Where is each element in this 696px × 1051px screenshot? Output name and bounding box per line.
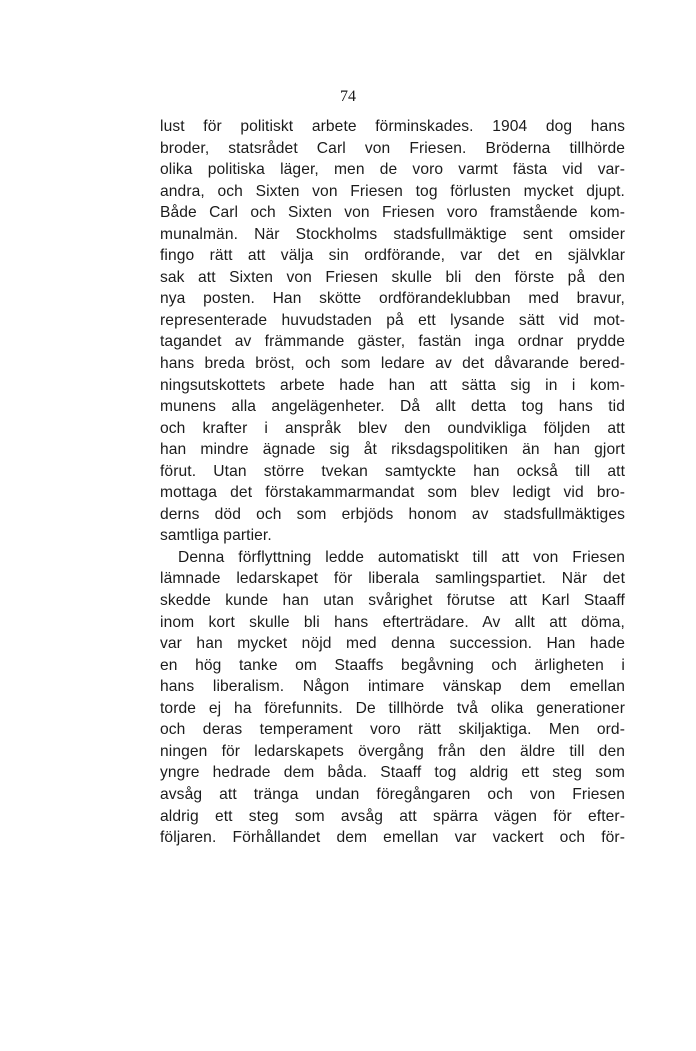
text-line: hans liberalism. Någon intimare vänskap dem emellan (160, 678, 625, 696)
text-line: lämnade ledarskapet för liberala samlingspartiet. När det (160, 570, 625, 588)
text-line: andra, och Sixten von Friesen tog förlusten mycket djupt. (160, 182, 625, 200)
text-line: broder, statsrådet Carl von Friesen. Bröderna tillhörde (160, 139, 625, 157)
text-line: nya posten. Han skötte ordförandeklubban med bravur, (160, 290, 625, 308)
text-line: hans breda bröst, och som ledare av det dåvarande bered- (160, 355, 625, 373)
text-line: han mindre ägnade sig åt riksdagspolitiken än han gjort (160, 441, 625, 459)
text-line: och krafter i anspråk blev den oundvikliga följden att (160, 419, 625, 437)
text-line: Både Carl och Sixten von Friesen voro framstående kom- (160, 204, 625, 222)
text-line: tagandet av främmande gäster, fastän inga ordnar prydde (160, 333, 625, 351)
text-line: Denna förflyttning ledde automatiskt till att von Friesen (178, 548, 625, 566)
text-line: torde ej ha förefunnits. De tillhörde två olika generationer (160, 699, 625, 717)
text-line: munens alla angelägenheter. Då allt detta tog hans tid (160, 398, 625, 416)
text-line: derns död och som erbjöds honom av stadsfullmäktiges (160, 505, 625, 523)
text-line: följaren. Förhållandet dem emellan var vackert och för- (160, 829, 625, 847)
text-line: inom kort skulle bli hans efterträdare. Av allt att döma, (160, 613, 625, 631)
text-line: ningsutskottets arbete hade han att sätta sig in i kom- (160, 376, 625, 394)
text-line: avsåg att tränga undan föregångaren och von Friesen (160, 785, 625, 803)
text-line: var han mycket nöjd med denna succession. Han hade (160, 635, 625, 653)
text-line: aldrig ett steg som avsåg att spärra vägen för efter- (160, 807, 625, 825)
text-line: skedde kunde han utan svårighet förutse att Karl Staaff (160, 592, 625, 610)
text-line: olika politiska läger, men de voro varmt fästa vid var- (160, 161, 625, 179)
text-line: samtliga partier. (160, 527, 272, 545)
paragraph-1 (160, 116, 625, 547)
text-line: mottaga det förstakammarmandat som blev ledigt vid bro- (160, 484, 625, 502)
body-text (160, 116, 625, 849)
text-line: fingo rätt att välja sin ordförande, var det en självklar (160, 247, 625, 265)
text-line: representerade huvudstaden på ett lysande sätt vid mot- (160, 311, 625, 329)
text-line: ningen för ledarskapets övergång från den äldre till den (160, 742, 625, 760)
text-line: och deras temperament voro rätt skiljaktiga. Men ord- (160, 721, 625, 739)
text-line: en hög tanke om Staaffs begåvning och ärligheten i (160, 656, 625, 674)
text-line: lust för politiskt arbete förminskades. 1904 dog hans (160, 118, 625, 135)
text-line: yngre hedrade dem båda. Staaff tog aldrig ett steg som (160, 764, 625, 782)
text-line: förut. Utan större tvekan samtyckte han också till att (160, 462, 625, 480)
paragraph-2 (160, 547, 625, 849)
text-line: sak att Sixten von Friesen skulle bli den förste på den (160, 268, 625, 286)
text-line: munalmän. När Stockholms stadsfullmäktige sent omsider (160, 225, 625, 243)
page-number: 74 (340, 88, 356, 105)
